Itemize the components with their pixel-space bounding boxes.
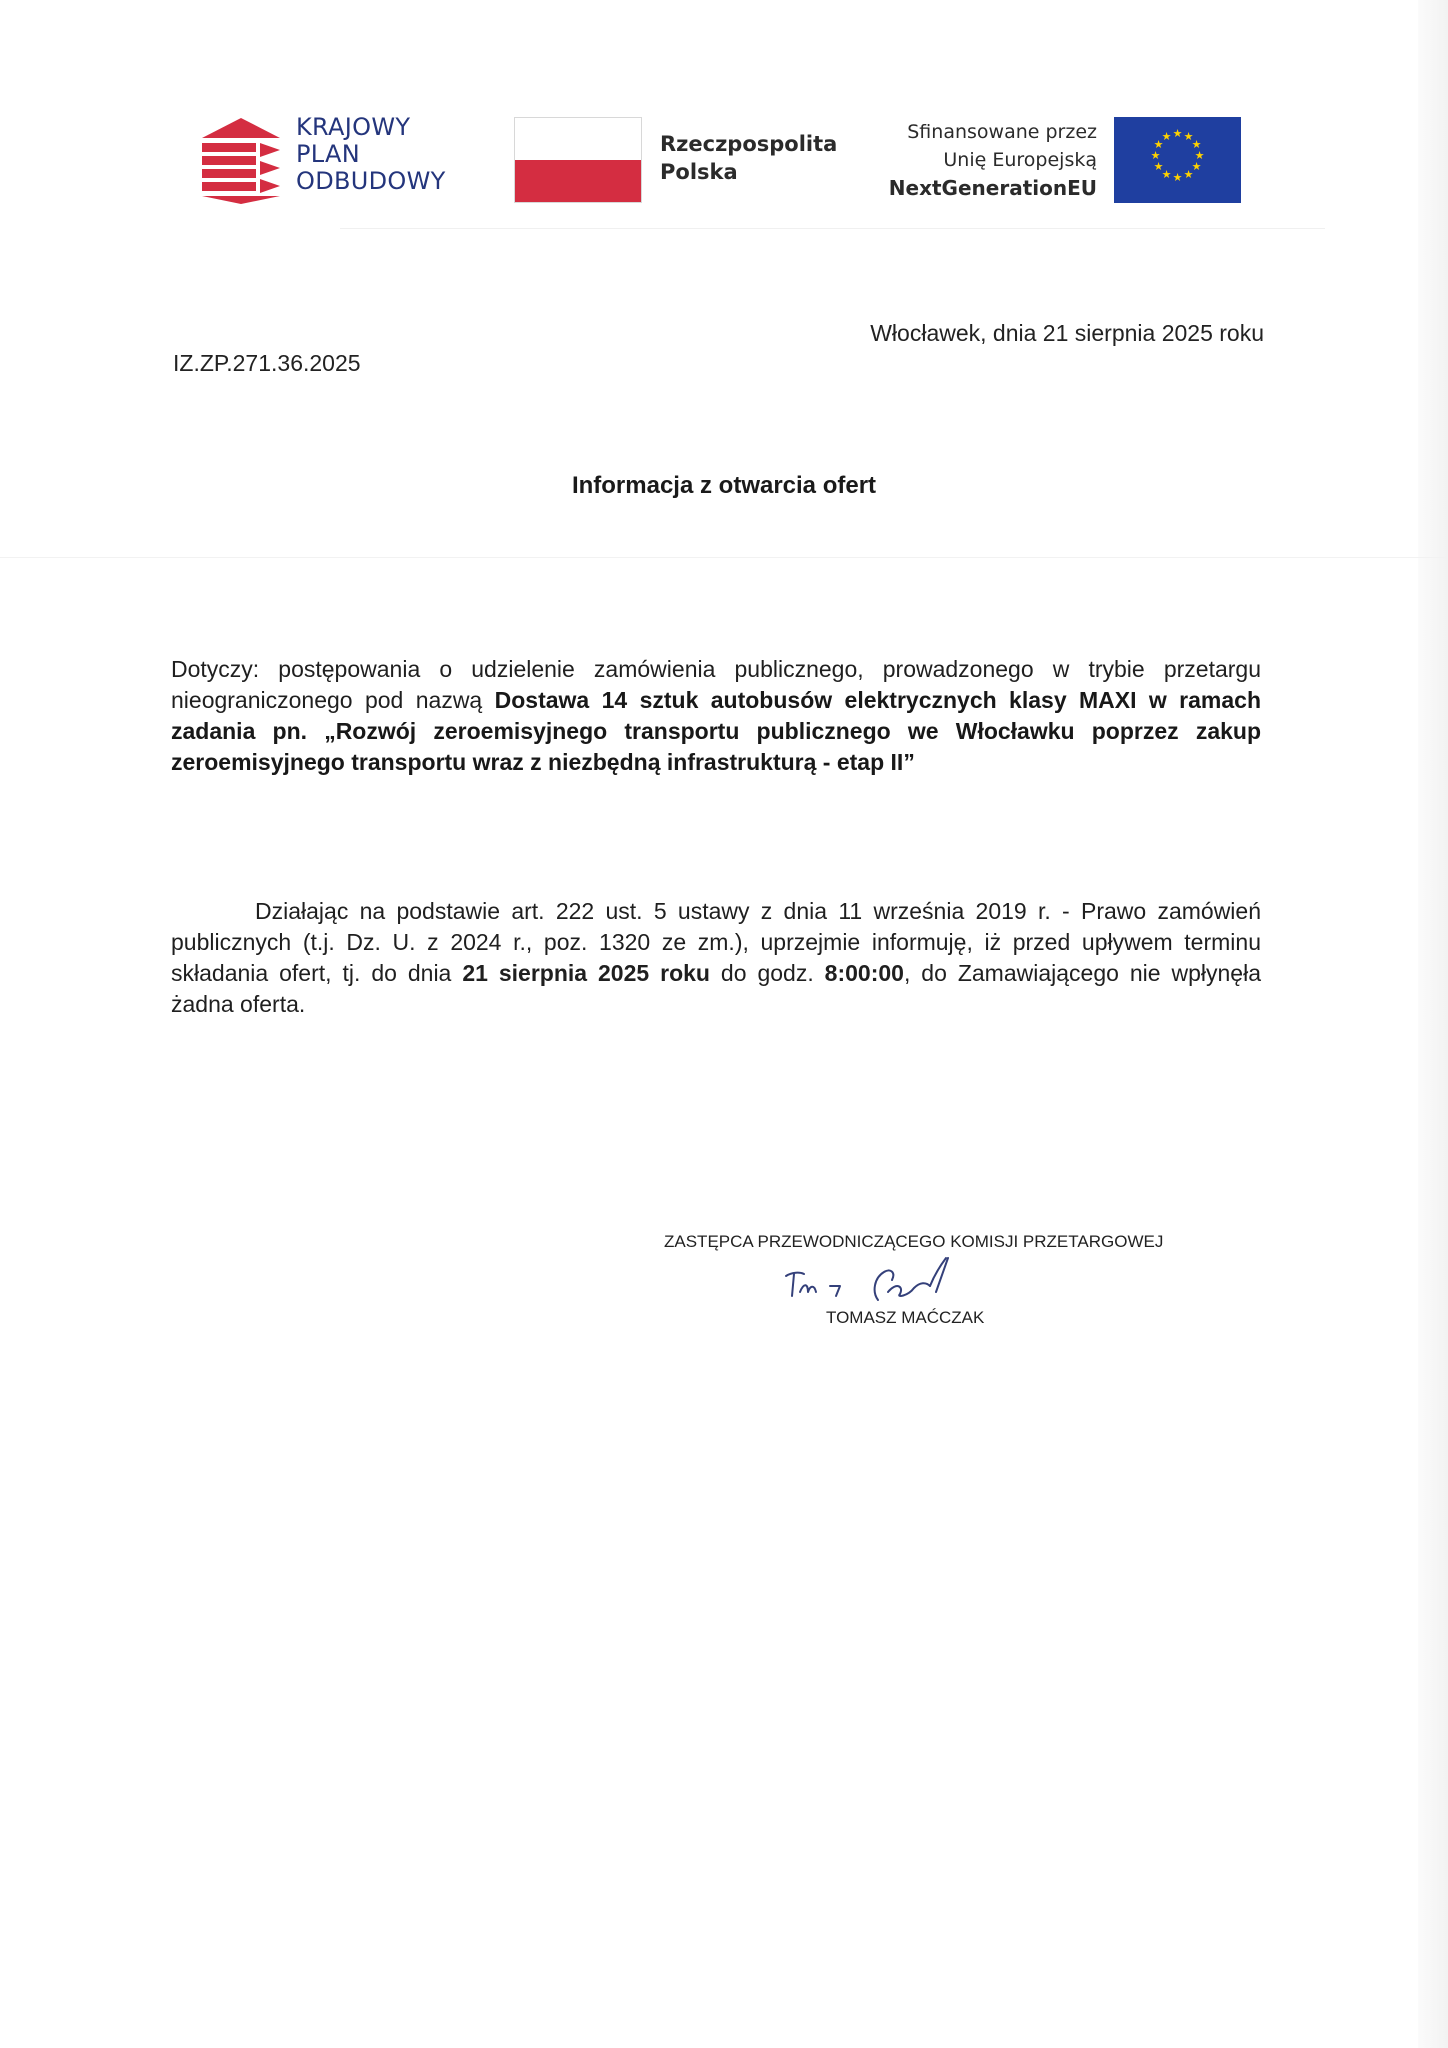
svg-text:★: ★: [1153, 160, 1164, 173]
rp-logo-text: [660, 130, 860, 186]
svg-text:★: ★: [1191, 160, 1202, 173]
handwritten-signature-icon: [780, 1252, 980, 1312]
kpo-line-2: PLAN: [296, 140, 360, 168]
page-edge: [1418, 0, 1448, 2048]
svg-text:★: ★: [1191, 138, 1202, 151]
subject-text: postępowania o udzielenie zamówienia publicznego, prowadzonego w trybie przetargu nieograniczonego pod nazwą: [171, 656, 1261, 713]
kpo-logo-text: [296, 114, 486, 195]
scan-line: [0, 557, 1448, 558]
kpo-line-1: KRAJOWY: [296, 113, 411, 141]
svg-text:★: ★: [1183, 130, 1194, 143]
place-and-date: Włocławek, dnia 21 sierpnia 2025 roku: [870, 320, 1264, 346]
eu-line-1: Sfinansowane przez: [907, 121, 1097, 143]
svg-text:★: ★: [1161, 130, 1172, 143]
svg-text:★: ★: [1194, 149, 1205, 162]
subject-bold-text: Dostawa 14 sztuk autobusów elektrycznych klasy MAXI w ramach zadania pn. „Rozwój zeroemisyjnego transportu publicznego we Włocławku poprzez zakup zeroemisyjnego transportu wraz z niezbędną infrastrukturą - etap II”: [171, 687, 1261, 775]
subject-label: Dotyczy:: [171, 656, 260, 682]
eu-funding-text: [840, 118, 1097, 202]
document-title: Informacja z otwarcia ofert: [571, 472, 877, 499]
body-part-2: do godz.: [709, 960, 825, 986]
svg-text:★: ★: [1150, 149, 1161, 162]
svg-text:★: ★: [1172, 171, 1183, 184]
body-bold-date: 21 sierpnia 2025 roku: [462, 960, 710, 986]
poland-flag-icon: [514, 117, 642, 203]
eu-line-2: Unię Europejską: [943, 149, 1097, 171]
body-bold-time: 8:00:00: [824, 960, 904, 986]
case-reference: IZ.ZP.271.36.2025: [173, 350, 361, 376]
rp-line-1: Rzeczpospolita: [660, 132, 838, 156]
signatory-name: TOMASZ MAĆCZAK: [826, 1308, 985, 1327]
svg-text:★: ★: [1183, 168, 1194, 181]
svg-text:★: ★: [1153, 138, 1164, 151]
kpo-logo-icon: [200, 116, 282, 204]
rp-line-2: Polska: [660, 160, 738, 184]
signatory-role: ZASTĘPCA PRZEWODNICZĄCEGO KOMISJI PRZETARGOWEJ: [664, 1232, 1164, 1251]
svg-text:★: ★: [1172, 127, 1183, 140]
eu-flag-icon: [1114, 117, 1241, 203]
subject-paragraph: [171, 654, 1261, 778]
eu-line-3: NextGenerationEU: [888, 176, 1097, 200]
kpo-line-3: ODBUDOWY: [296, 167, 446, 195]
header-divider: [340, 228, 1325, 229]
body-paragraph: [171, 896, 1261, 1020]
body-part-3: , do Zamawiającego nie wpłynęła żadna oferta.: [171, 960, 1261, 1017]
body-part-1: Działając na podstawie art. 222 ust. 5 ustawy z dnia 11 września 2019 r. - Prawo zamówień publicznych (t.j. Dz. U. z 2024 r., poz. 1320 ze zm.), uprzejmie informuję, iż przed upływem terminu składania ofert, tj. do dnia: [171, 898, 1261, 986]
svg-text:★: ★: [1161, 168, 1172, 181]
